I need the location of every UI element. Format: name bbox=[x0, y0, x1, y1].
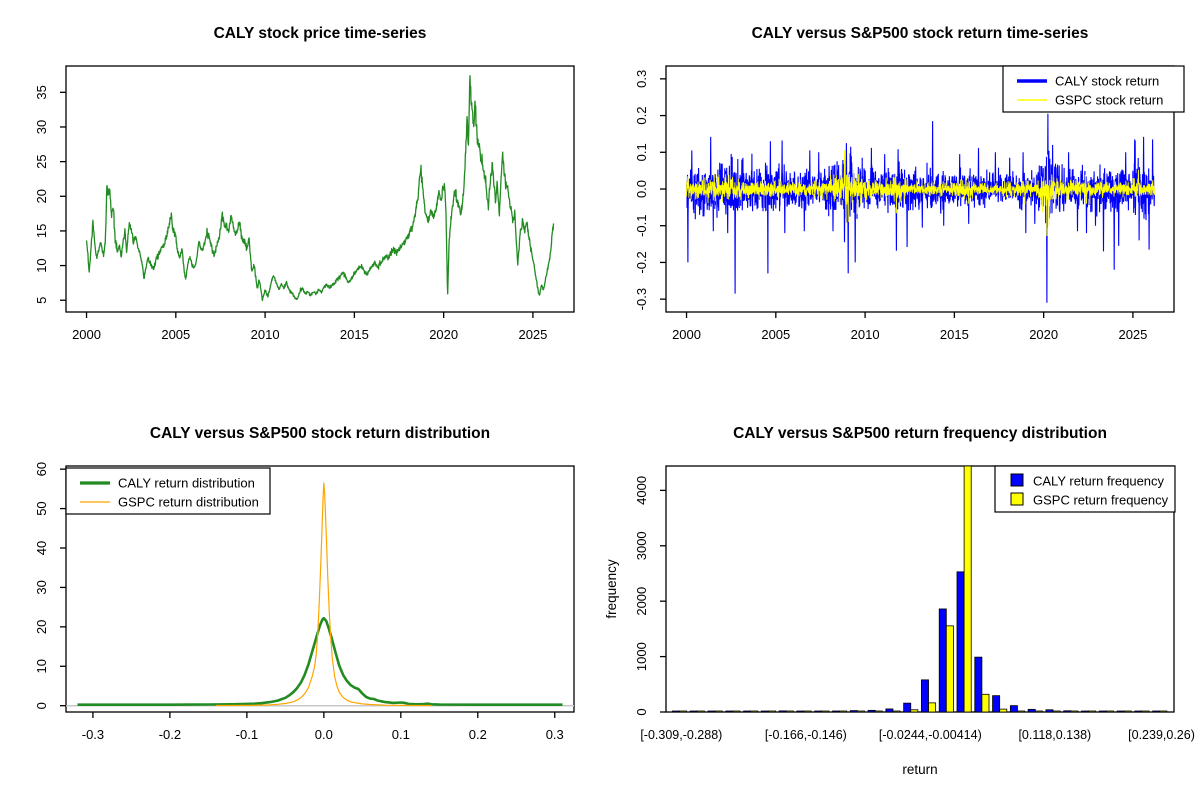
histogram-bar bbox=[1124, 711, 1131, 712]
panel-cell-histogram bbox=[600, 400, 1200, 800]
histogram-bar bbox=[744, 711, 751, 712]
histogram-bar bbox=[815, 711, 822, 712]
legend-swatch bbox=[1011, 493, 1023, 505]
x-tick-label: 2015 bbox=[339, 327, 369, 342]
bin-label: [-0.166,-0.146) bbox=[764, 728, 847, 742]
x-tick-label: 2010 bbox=[250, 327, 280, 342]
histogram-bar bbox=[1046, 710, 1053, 712]
histogram-bar bbox=[804, 711, 811, 712]
histogram-bar bbox=[993, 696, 1000, 712]
y-tick-label: 0.3 bbox=[634, 69, 649, 88]
histogram-bar bbox=[868, 710, 875, 712]
y-tick-label: 0 bbox=[634, 708, 649, 716]
histogram-bar bbox=[761, 711, 768, 712]
chart-title: CALY versus S&P500 return frequency distribution bbox=[733, 425, 1107, 442]
histogram-bar bbox=[1106, 711, 1113, 712]
y-tick-label: 40 bbox=[34, 540, 49, 556]
chart-title: CALY versus S&P500 stock return time-series bbox=[751, 25, 1089, 42]
y-tick-label: 0.0 bbox=[634, 179, 649, 199]
legend-label: GSPC return frequency bbox=[1033, 492, 1169, 508]
x-tick-label: 2000 bbox=[72, 327, 101, 342]
histogram-bar bbox=[690, 711, 697, 712]
y-tick-label: 20 bbox=[34, 619, 49, 635]
panel-cell-density bbox=[0, 400, 600, 800]
y-tick-label: 25 bbox=[34, 154, 49, 169]
histogram-bar bbox=[964, 466, 971, 712]
chart-title: CALY stock price time-series bbox=[213, 25, 427, 42]
histogram-bar bbox=[982, 694, 989, 712]
y-tick-label: 20 bbox=[34, 189, 49, 204]
histogram-bar bbox=[911, 710, 918, 712]
legend-label: GSPC stock return bbox=[1055, 92, 1164, 108]
histogram-bar bbox=[1099, 711, 1106, 712]
y-tick-label: 30 bbox=[34, 119, 50, 135]
histogram-bar bbox=[1153, 711, 1160, 712]
bin-label: [-0.0244,-0.00414) bbox=[878, 728, 982, 742]
histogram-bar bbox=[751, 711, 758, 712]
histogram-bar bbox=[921, 680, 928, 712]
histogram-bar bbox=[1135, 711, 1142, 712]
histogram-bar bbox=[715, 711, 722, 712]
x-tick-label: 2025 bbox=[1118, 327, 1148, 342]
chart-caly-vs-sp500-return-distribution bbox=[0, 400, 600, 800]
histogram-bar bbox=[893, 711, 900, 712]
y-tick-label: 50 bbox=[34, 501, 49, 516]
histogram-bar bbox=[1017, 711, 1024, 712]
y-tick-label: 1000 bbox=[634, 642, 649, 672]
x-tick-label: -0.1 bbox=[235, 727, 259, 742]
histogram-bar bbox=[697, 711, 704, 712]
x-tick-label: 2000 bbox=[672, 327, 701, 342]
histogram-bar bbox=[726, 711, 733, 712]
histogram-bar bbox=[875, 711, 882, 712]
x-tick-label: 0.1 bbox=[391, 727, 410, 742]
panel-cell-price bbox=[0, 0, 600, 400]
y-tick-label: 0.1 bbox=[634, 143, 649, 162]
histogram-bar bbox=[857, 711, 864, 712]
legend-label: GSPC return distribution bbox=[118, 494, 259, 510]
histogram-bar bbox=[957, 572, 964, 712]
histogram-bar bbox=[929, 703, 936, 712]
histogram-bar bbox=[1142, 711, 1149, 712]
y-tick-label: 10 bbox=[34, 659, 49, 674]
y-tick-label: 10 bbox=[34, 258, 49, 273]
histogram-bar bbox=[672, 711, 679, 712]
y-tick-label: 30 bbox=[34, 580, 49, 595]
x-tick-label: 2005 bbox=[761, 327, 791, 342]
y-tick-label: 15 bbox=[34, 223, 49, 239]
histogram-bar bbox=[1064, 711, 1071, 712]
y-tick-label: 0 bbox=[34, 702, 49, 710]
histogram-bar bbox=[733, 711, 740, 712]
y-tick-label: -0.1 bbox=[634, 214, 649, 237]
histogram-bar bbox=[1053, 711, 1060, 712]
x-tick-label: 2015 bbox=[939, 327, 969, 342]
histogram-bar bbox=[946, 626, 953, 712]
y-axis-label: frequency bbox=[604, 559, 619, 619]
x-tick-label: -0.2 bbox=[158, 727, 182, 742]
x-axis-label: return bbox=[902, 762, 938, 777]
histogram-bar bbox=[1028, 709, 1035, 712]
histogram-bar bbox=[1160, 711, 1167, 712]
histogram-bar bbox=[779, 711, 786, 712]
legend-label: CALY return distribution bbox=[118, 475, 255, 491]
y-tick-label: 0.2 bbox=[634, 106, 649, 125]
bin-label: [0.239,0.26) bbox=[1128, 728, 1195, 742]
y-tick-label: 2000 bbox=[634, 586, 649, 616]
x-tick-label: 0.2 bbox=[468, 727, 487, 742]
panel-cell-returns bbox=[600, 0, 1200, 400]
histogram-bar bbox=[832, 711, 839, 712]
histogram-bar bbox=[975, 657, 982, 712]
histogram-bar bbox=[1089, 711, 1096, 712]
histogram-bar bbox=[1010, 706, 1017, 712]
x-tick-label: 0.3 bbox=[545, 727, 564, 742]
histogram-bar bbox=[1081, 711, 1088, 712]
histogram-bar bbox=[1000, 709, 1007, 712]
bin-label: [-0.309,-0.288) bbox=[640, 728, 723, 742]
x-tick-label: -0.3 bbox=[81, 727, 105, 742]
x-tick-label: 2020 bbox=[429, 327, 459, 342]
histogram-bar bbox=[886, 709, 893, 712]
x-tick-label: 2010 bbox=[850, 327, 880, 342]
legend-label: CALY return frequency bbox=[1033, 473, 1165, 489]
y-tick-label: 60 bbox=[34, 461, 49, 477]
x-tick-label: 2025 bbox=[518, 327, 548, 342]
histogram-bar bbox=[680, 711, 687, 712]
histogram-bar bbox=[768, 711, 775, 712]
histogram-bar bbox=[850, 711, 857, 712]
chart-caly-vs-sp500-return-frequency bbox=[600, 400, 1200, 800]
x-tick-label: 0.0 bbox=[314, 727, 333, 742]
x-tick-label: 2005 bbox=[161, 327, 191, 342]
y-tick-label: 3000 bbox=[634, 531, 649, 561]
chart-caly-vs-sp500-return-timeseries bbox=[600, 0, 1200, 400]
legend-label: CALY stock return bbox=[1055, 73, 1160, 89]
histogram-bar bbox=[786, 711, 793, 712]
histogram-bar bbox=[822, 711, 829, 712]
histogram-bar bbox=[797, 711, 804, 712]
y-tick-label: 4000 bbox=[634, 475, 649, 505]
histogram-bar bbox=[904, 703, 911, 712]
histogram-bar bbox=[708, 711, 715, 712]
bin-label: [0.118,0.138) bbox=[1018, 728, 1092, 742]
histogram-bar bbox=[840, 711, 847, 712]
histogram-bar bbox=[939, 609, 946, 712]
histogram-bar bbox=[1117, 711, 1124, 712]
y-tick-label: 5 bbox=[34, 296, 49, 304]
y-tick-label: -0.3 bbox=[634, 287, 649, 311]
histogram-bar bbox=[1071, 711, 1078, 712]
histogram-bar bbox=[1035, 711, 1042, 712]
legend-swatch bbox=[1011, 474, 1023, 486]
chart-caly-price-timeseries bbox=[0, 0, 600, 400]
y-tick-label: -0.2 bbox=[634, 251, 649, 274]
chart-title: CALY versus S&P500 stock return distribution bbox=[149, 425, 491, 442]
x-tick-label: 2020 bbox=[1029, 327, 1059, 342]
y-tick-label: 35 bbox=[34, 85, 49, 100]
